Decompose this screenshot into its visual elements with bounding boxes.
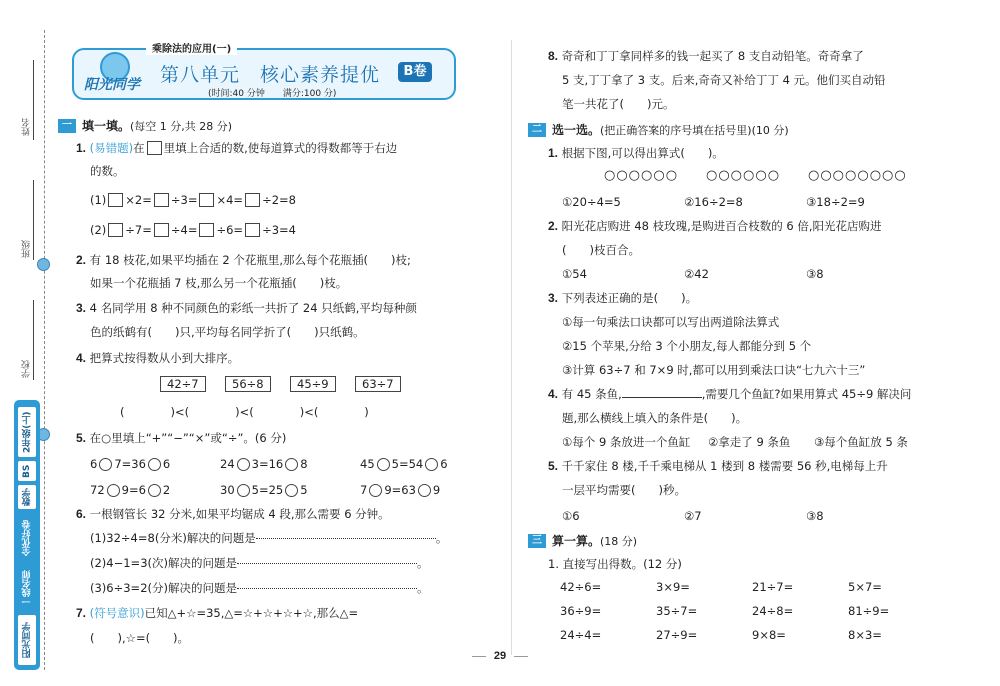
operator-circle[interactable] — [99, 458, 112, 471]
section-note: (把正确答案的序号填在括号里)(10 分) — [600, 123, 789, 137]
answer-box[interactable] — [154, 223, 169, 237]
option[interactable]: ③计算 63÷7 和 7×9 时,都可以用到乘法口诀“七九六十三” — [562, 363, 866, 377]
exam-info: (时间:40 分钟 满分:100 分) — [208, 89, 337, 99]
operand: 72 — [90, 483, 105, 497]
question-number: 1. — [76, 141, 87, 155]
operand: 5=25 — [251, 483, 284, 497]
operand: 8 — [300, 457, 308, 471]
operator-circle[interactable] — [237, 484, 250, 497]
question-number: 4. — [548, 387, 559, 401]
school-field[interactable] — [33, 300, 34, 380]
equation-part: ÷2=8 — [262, 193, 296, 207]
choice-question-4 — [548, 386, 911, 402]
question-number: 5. — [548, 459, 559, 473]
question-text: 在 — [133, 141, 145, 155]
question-number: 3. — [548, 291, 559, 305]
question-text: 有 45 条鱼, — [561, 387, 622, 401]
operand: 7=36 — [114, 457, 146, 471]
expression: 63÷7 — [355, 376, 401, 392]
question-number: 5. — [76, 431, 87, 445]
calc-question: 1. 直接写出得数。(12 分) — [548, 557, 682, 571]
answer-line[interactable] — [256, 538, 436, 539]
answer-line[interactable] — [237, 563, 417, 564]
answer-line[interactable] — [237, 588, 417, 589]
operator-circle[interactable] — [107, 484, 120, 497]
expression: 45÷9 — [290, 376, 336, 392]
question-text: 根据下图,可以得出算式( )。 — [561, 146, 724, 160]
operator-circle[interactable] — [369, 484, 382, 497]
equation-row — [90, 222, 296, 238]
brand-logo — [84, 52, 148, 96]
question-number: 1. — [548, 146, 559, 160]
page-number: 29 — [493, 650, 507, 662]
oval-group: ○○○○○○○○ — [808, 168, 907, 183]
question-text: 5 支,丁丁拿了 3 支。后来,奇奇又补给丁丁 4 元。他们买自动铅 — [562, 73, 886, 87]
equation-row — [90, 192, 296, 208]
spine-subject: 数学 — [17, 484, 37, 510]
question-text: 4 名同学用 8 种不同颜色的彩纸一共折了 24 只纸鹤,平均每种颜 — [89, 301, 417, 315]
question-text: 一根钢管长 32 分米,如果平均锯成 4 段,那么需要 6 分钟。 — [89, 507, 390, 521]
option[interactable]: ③每个鱼缸放 5 条 — [814, 435, 908, 449]
spine-text: 全优好卷 — [22, 520, 33, 556]
operator-row — [360, 456, 448, 472]
equation-part: ÷6= — [216, 223, 244, 237]
class-label: 班级 — [22, 240, 32, 258]
calc-item[interactable]: 9×8= — [752, 628, 786, 642]
question-1 — [76, 140, 397, 156]
option[interactable]: ②15 个苹果,分给 3 个小朋友,每人都能分到 5 个 — [562, 339, 812, 353]
row-label: (2) — [90, 223, 107, 237]
answer-box[interactable] — [245, 223, 260, 237]
option[interactable]: ③18÷2=9 — [806, 195, 865, 209]
question-text: 已知△+☆=35,△=☆+☆+☆+☆,那么△= — [144, 606, 359, 620]
operand: 3=16 — [251, 457, 284, 471]
question-text: 把算式按得数从小到大排序。 — [89, 351, 240, 365]
option[interactable]: ①每一句乘法口诀都可以写出两道除法算式 — [562, 315, 780, 329]
operator-circle[interactable] — [237, 458, 250, 471]
operand: 9 — [432, 483, 441, 497]
blank-line — [622, 397, 702, 398]
equation-part: ÷4= — [170, 223, 198, 237]
calc-item[interactable]: 8×3= — [848, 628, 882, 642]
operator-circle[interactable] — [377, 458, 390, 471]
operand: 6 — [162, 457, 171, 471]
option[interactable]: ①每个 9 条放进一个鱼缸 — [562, 435, 691, 449]
equation-part: ×4= — [216, 193, 244, 207]
choice-question-5 — [548, 458, 888, 474]
question-number: 2. — [76, 253, 87, 267]
answer-box — [147, 141, 162, 155]
operator-circle[interactable] — [285, 458, 298, 471]
punch-hole — [37, 258, 50, 271]
section-heading — [58, 117, 232, 134]
paper-badge: B卷 — [398, 62, 432, 82]
class-field[interactable] — [33, 180, 34, 260]
operator-circle[interactable] — [148, 458, 161, 471]
logo-text: 阳光同学 — [84, 77, 140, 93]
choice-question-1 — [548, 145, 724, 161]
question-text: 笔一共花了( )元。 — [562, 97, 675, 111]
operand: 9=63 — [384, 483, 416, 497]
spine-logo: 阳光同学 — [17, 614, 37, 666]
section-number: 一 — [58, 119, 76, 133]
section-heading — [528, 121, 789, 138]
footer-dash — [514, 656, 528, 657]
question-text: ,需要几个鱼缸?如果用算式 45÷9 解决问 — [701, 387, 912, 401]
question-text: ( )枝百合。 — [562, 243, 640, 257]
operator-circle[interactable] — [418, 484, 431, 497]
section-heading — [528, 532, 637, 549]
operand: 45 — [360, 457, 375, 471]
option[interactable]: ②拿走了 9 条鱼 — [708, 435, 791, 449]
spine-text: 一线名师 — [22, 570, 33, 606]
question-text: 的数。 — [90, 164, 125, 178]
question-8 — [548, 48, 864, 64]
sub-question-text: (3)6÷3=2(分)解决的问题是 — [90, 581, 237, 595]
expression-box — [290, 376, 336, 392]
question-text: 奇奇和丁丁拿同样多的钱一起买了 8 支自动铅笔。奇奇拿了 — [561, 49, 864, 63]
expression: 56÷8 — [225, 376, 271, 392]
spine-grade: 2年级(上) — [17, 406, 37, 458]
operand: 9=6 — [121, 483, 146, 497]
question-tag: (符号意识) — [89, 606, 145, 620]
question-5 — [76, 430, 286, 446]
question-text: 如果一个花瓶插 7 枝,那么另一个花瓶插( )枝。 — [90, 276, 348, 290]
equation-part: ÷3=4 — [262, 223, 296, 237]
option[interactable]: ①6 — [562, 509, 580, 523]
option[interactable]: ②7 — [684, 509, 702, 523]
oval-group: ○○○○○○ — [604, 168, 679, 183]
operand: 6 — [90, 457, 98, 471]
question-number: 4. — [76, 351, 87, 365]
question-text: 阳光花店购进 48 枝玫瑰,是购进百合枝数的 6 倍,阳光花店购进 — [561, 219, 882, 233]
answer-box[interactable] — [199, 193, 214, 207]
option[interactable]: ①54 — [562, 267, 587, 281]
book-spine — [14, 400, 40, 670]
section-title: 算一算。 — [552, 534, 601, 548]
section-note: (每空 1 分,共 28 分) — [130, 119, 233, 133]
question-text: 里填上合适的数,使每道算式的得数都等于右边 — [163, 141, 398, 155]
operand: 7 — [360, 483, 368, 497]
sub-question: (3)6÷3=2(分)解决的问题是 。 — [90, 581, 429, 595]
choice-question-3 — [548, 290, 697, 306]
question-text: 下列表述正确的是( )。 — [561, 291, 698, 305]
answer-box[interactable] — [245, 193, 260, 207]
name-field[interactable] — [33, 60, 34, 140]
operand: 24 — [220, 457, 235, 471]
question-tag: (易错题) — [89, 141, 134, 155]
sub-question-text: (1)32÷4=8(分米)解决的问题是 — [90, 531, 256, 545]
calc-item[interactable]: 36÷9= — [560, 604, 602, 618]
page-title: 第八单元 核心素养提优 — [160, 64, 381, 86]
expression: 42÷7 — [160, 376, 206, 392]
answer-box[interactable] — [108, 193, 123, 207]
expression-box — [160, 376, 206, 392]
question-2 — [76, 252, 411, 268]
operator-row — [220, 456, 308, 472]
answer-box[interactable] — [154, 193, 169, 207]
operator-circle[interactable] — [148, 484, 161, 497]
section-title: 填一填。 — [82, 119, 131, 133]
question-number: 8. — [548, 49, 559, 63]
question-7 — [76, 605, 358, 621]
calc-item[interactable]: 3×9= — [656, 580, 690, 594]
column-divider — [511, 40, 512, 655]
calc-item[interactable]: 24÷8= — [752, 604, 794, 618]
question-number: 6. — [76, 507, 87, 521]
calc-row — [560, 628, 944, 642]
question-text: ( ),☆=( )。 — [90, 631, 190, 645]
question-number: 2. — [548, 219, 559, 233]
calc-item[interactable]: 35÷7= — [656, 604, 698, 618]
operator-circle[interactable] — [285, 484, 298, 497]
question-text: 一层平均需要( )秒。 — [562, 483, 686, 497]
option[interactable]: ③8 — [806, 509, 824, 523]
school-label: 学校 — [22, 360, 32, 378]
sub-question-text: (2)4−1=3(次)解决的问题是 — [90, 556, 237, 570]
calc-item[interactable]: 81÷9= — [848, 604, 890, 618]
question-text: 在○里填上“+”“−”“×”或“÷”。(6 分) — [89, 431, 287, 445]
section-title: 选一选。 — [552, 123, 601, 137]
operator-row — [360, 482, 440, 498]
operator-circle[interactable] — [425, 458, 438, 471]
answer-box[interactable] — [199, 223, 214, 237]
oval-group: ○○○○○○ — [706, 168, 781, 183]
expression-box — [225, 376, 271, 392]
operand: 5 — [300, 483, 308, 497]
question-3 — [76, 300, 417, 316]
option[interactable]: ①20÷4=5 — [562, 195, 621, 209]
calc-item[interactable]: 21÷7= — [752, 580, 794, 594]
cut-line — [44, 30, 45, 670]
question-text: 千千家住 8 楼,千千乘电梯从 1 楼到 8 楼需要 56 秒,电梯每上升 — [561, 459, 888, 473]
section-note: (18 分) — [600, 534, 638, 548]
option[interactable]: ②42 — [684, 267, 709, 281]
row-label: (1) — [90, 193, 107, 207]
operator-row — [90, 456, 170, 472]
calc-item[interactable]: 24÷4= — [560, 628, 602, 642]
name-label: 姓名 — [22, 118, 32, 136]
question-6 — [76, 506, 390, 522]
section-number: 二 — [528, 123, 546, 137]
question-text: 色的纸鹤有( )只,平均每名同学折了( )只纸鹤。 — [90, 325, 365, 339]
calc-item[interactable]: 5×7= — [848, 580, 882, 594]
operator-row — [220, 482, 308, 498]
question-4 — [76, 350, 239, 366]
equation-part: ×2= — [125, 193, 152, 207]
binding-strip — [0, 0, 52, 686]
option[interactable]: ③8 — [806, 267, 824, 281]
equation-part: ÷7= — [125, 223, 152, 237]
calc-item[interactable]: 27÷9= — [656, 628, 698, 642]
calc-item[interactable]: 42÷6= — [560, 580, 602, 594]
banner-subtitle: 乘除法的应用(一) — [146, 40, 237, 55]
section-number: 三 — [528, 534, 546, 548]
expression-box — [355, 376, 401, 392]
question-number: 7. — [76, 606, 87, 620]
sub-question: (2)4−1=3(次)解决的问题是 。 — [90, 556, 429, 570]
equation-part: ÷3= — [170, 193, 198, 207]
operand: 5=54 — [391, 457, 424, 471]
answer-box[interactable] — [108, 223, 123, 237]
question-number: 3. — [76, 301, 87, 315]
sub-question: (1)32÷4=8(分米)解决的问题是 。 — [90, 531, 448, 545]
operand: 2 — [162, 483, 171, 497]
choice-question-2 — [548, 218, 882, 234]
operand: 6 — [440, 457, 448, 471]
operator-row — [90, 482, 170, 498]
option[interactable]: ②16÷2=8 — [684, 195, 743, 209]
question-text: 题,那么横线上填入的条件是( )。 — [562, 411, 748, 425]
calc-row — [560, 604, 944, 618]
operand: 30 — [220, 483, 235, 497]
calc-row — [560, 580, 944, 594]
question-text: 有 18 枝花,如果平均插在 2 个花瓶里,那么每个花瓶插( )枝; — [89, 253, 411, 267]
spine-edition: BS — [17, 460, 37, 482]
order-answer[interactable]: ( )<( )<( )<( ) — [120, 405, 369, 419]
